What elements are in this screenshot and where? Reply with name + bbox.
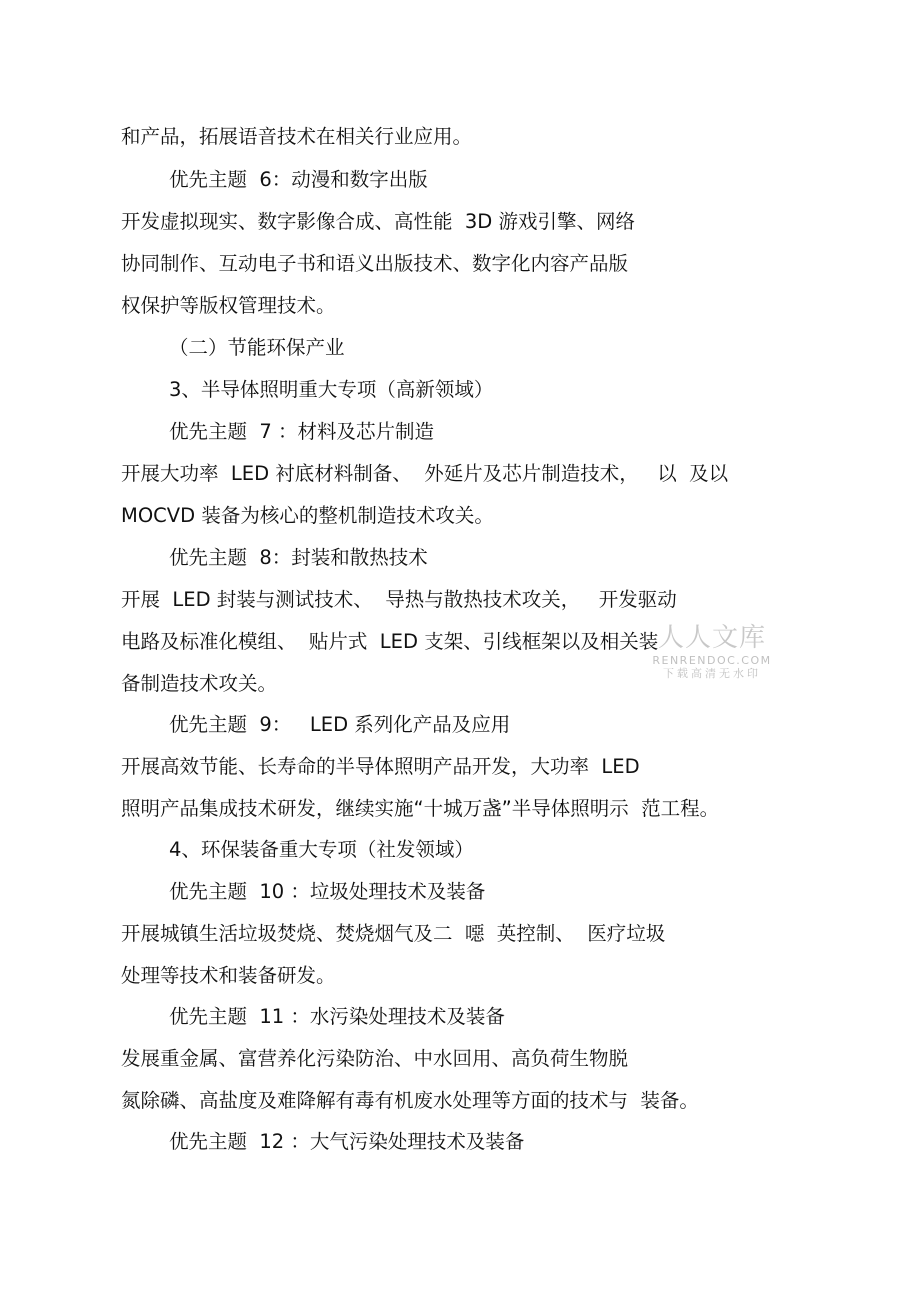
heading-priority-11: 优先主题 11 ：水污染处理技术及装备	[169, 1005, 505, 1028]
body-line-9: 开展大功率 LED 衬底材料制备、 外延片及芯片制造技术， 以 及以	[121, 462, 729, 485]
heading-priority-10: 优先主题 10 ：垃圾处理技术及装备	[169, 880, 486, 903]
body-line-20: 开展城镇生活垃圾焚烧、焚烧烟气及二 噁 英控制、 医疗垃圾	[121, 922, 666, 945]
subsection-heading-3: 3、半导体照明重大专项（高新领域）	[169, 378, 494, 401]
heading-priority-9: 优先主题 9： LED 系列化产品及应用	[169, 713, 511, 736]
watermark-tagline: 下载高清无水印	[663, 667, 761, 680]
watermark-logo	[648, 622, 776, 686]
watermark-domain: RENRENDOC.COM	[652, 654, 772, 667]
heading-priority-8: 优先主题 8：封装和散热技术	[169, 546, 428, 569]
section-heading-2: （二）节能环保产业	[169, 336, 345, 359]
watermark-main-text: 人人文库	[657, 623, 766, 653]
body-line-13: 电路及标准化模组、 贴片式 LED 支架、引线框架以及相关装	[121, 630, 659, 653]
body-line-4: 协同制作、互动电子书和语义出版技术、数字化内容产品版	[121, 252, 629, 275]
body-line-24: 氮除磷、高盐度及难降解有毒有机废水处理等方面的技术与 装备。	[121, 1089, 699, 1112]
body-line-1: 和产品，拓展语音技术在相关行业应用。	[121, 125, 473, 148]
heading-priority-6: 优先主题 6：动漫和数字出版	[169, 168, 428, 191]
body-line-3: 开发虚拟现实、数字影像合成、高性能 3D 游戏引擎、网络	[121, 210, 636, 233]
body-line-17: 照明产品集成技术研发，继续实施“十城万盏”半导体照明示 范工程。	[121, 797, 720, 820]
body-line-5: 权保护等版权管理技术。	[121, 294, 336, 317]
heading-priority-12: 优先主题 12 ：大气污染处理技术及装备	[169, 1130, 525, 1153]
body-line-12: 开展 LED 封装与测试技术、 导热与散热技术攻关， 开发驱动	[121, 588, 677, 611]
body-line-14: 备制造技术攻关。	[121, 672, 278, 695]
body-line-21: 处理等技术和装备研发。	[121, 964, 336, 987]
body-line-10: MOCVD 装备为核心的整机制造技术攻关。	[121, 504, 494, 527]
body-line-23: 发展重金属、富营养化污染防治、中水回用、高负荷生物脱	[121, 1047, 629, 1070]
heading-priority-7: 优先主题 7 ：材料及芯片制造	[169, 420, 435, 443]
subsection-heading-4: 4、环保装备重大专项（社发领域）	[169, 838, 474, 861]
body-line-16: 开展高效节能、长寿命的半导体照明产品开发，大功率 LED	[121, 755, 640, 778]
